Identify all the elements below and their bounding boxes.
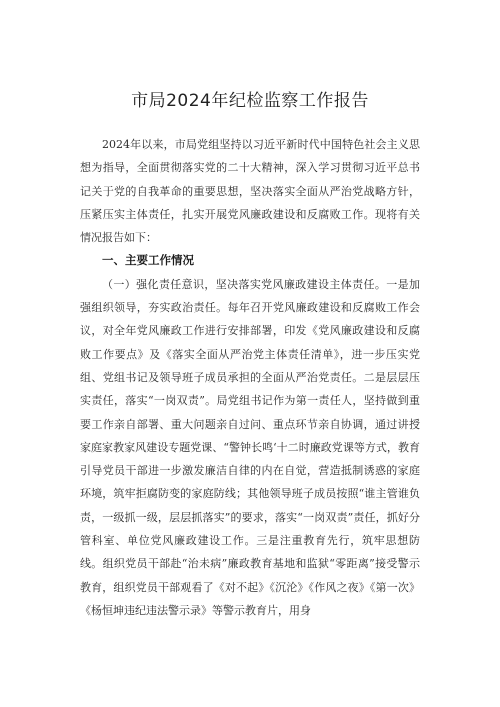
document-title: 市局2024年纪检监察工作报告 [131, 91, 369, 111]
section-heading: 一、主要工作情况 [102, 253, 194, 268]
intro-paragraph: 2024年以来，市局党组坚持以习近平新时代中国特色社会主义思想为指导，全面贯彻落实党的二十大精神，深入学习贯彻习近平总书记关于党的自我革命的重要思想，坚决落实全面从严治党战略方针，压紧压实主体责任，扎实开展党风廉政建设和反腐败工作。现将有关情况报告如下： [80, 138, 420, 245]
document-body [80, 133, 420, 622]
section-paragraph: （一）强化责任意识，坚决落实党风廉政建设主体责任。一是加强组织领导，夯实政治责任。每年召开党风廉政建设和反腐败工作会议，对全年党风廉政工作进行安排部署，印发《党风廉政建设和反腐败工作要点》及《落实全面从严治党主体责任清单》，进一步压实党组、党组书记及领导班子成员承担的全面从严治党责任。二是层层压实责任，落实“一岗双责”。局党组书记作为第一责任人，坚持做到重要工作亲自部署、重大问题亲自过问、重点环节亲自协调，通过讲授家庭家教家风建设专题党课、“警钟长鸣‘十二时廉政党课等方式，教育引导党员干部进一步激发廉洁自律的内在自觉，营造抵制诱惑的家庭环境，筑牢拒腐防变的家庭防线；其他领导班子成员按照“谁主管谁负责，一级抓一级，层层抓落实”的要求，落实“一岗双责”责任，抓好分管科室、单位党风廉政建设工作。三是注重教育先行，筑牢思想防线。组织党员干部赴“治未病”廉政教育基地和监狱“零距离”接受警示教育，组织党员干部观看了《对不起》《沉沦》《作风之夜》《第一次》《杨恒坤违纪违法警示录》等警示教育片，用身 [80, 277, 420, 617]
